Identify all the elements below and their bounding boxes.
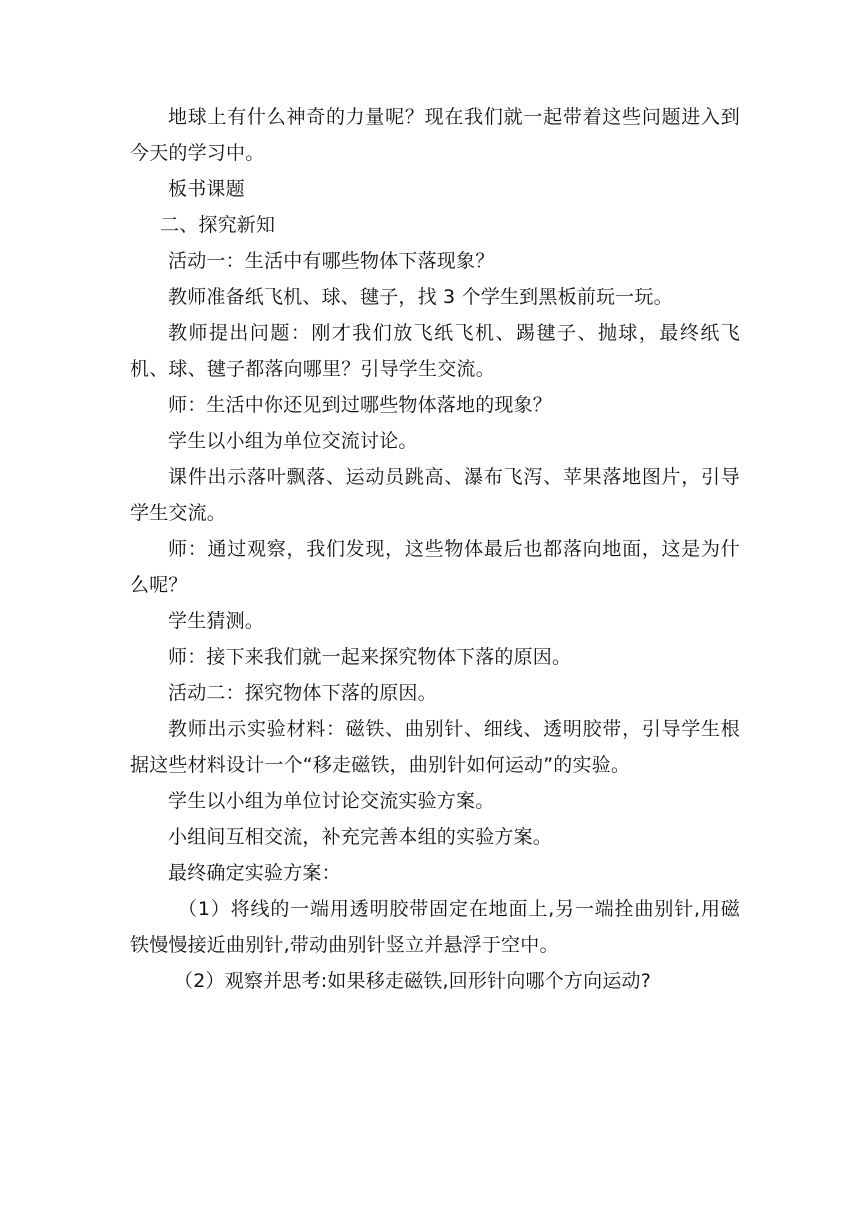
- paragraph-explore-reason: 师：接下来我们就一起来探究物体下落的原因。: [168, 646, 572, 668]
- section-heading-explore: 二、探究新知: [160, 214, 276, 236]
- experiment-step-1: （1）将线的一端用透明胶带固定在地面上,另一端拴曲别针,用磁铁慢慢接近曲别针,带动曲别针竖立并悬浮于空中。: [130, 898, 740, 956]
- activity-two-title: 活动二：探究物体下落的原因。: [168, 682, 437, 704]
- paragraph-experiment-materials: 教师出示实验材料：磁铁、曲别针、细线、透明胶带，引导学生根据这些材料设计一个“移走磁铁，曲别针如何运动”的实验。: [130, 718, 740, 776]
- paragraph-exchange-plans: 小组间互相交流，补充完善本组的实验方案。: [168, 826, 553, 848]
- activity-one-title: 活动一：生活中有哪些物体下落现象？: [168, 250, 495, 272]
- paragraph-students-guess: 学生猜测。: [168, 610, 265, 632]
- paragraph-final-plan: 最终确定实验方案：: [168, 862, 341, 884]
- paragraph-intro-question: 地球上有什么神奇的力量呢？现在我们就一起带着这些问题进入到今天的学习中。: [130, 106, 740, 164]
- paragraph-observation: 师：通过观察，我们发现，这些物体最后也都落向地面，这是为什么呢？: [130, 538, 740, 596]
- document-body: [130, 99, 740, 999]
- paragraph-teacher-prepares: 教师准备纸飞机、球、毽子，找 3 个学生到黑板前玩一玩。: [168, 286, 673, 308]
- paragraph-teacher-question: 师：生活中你还见到过哪些物体落地的现象？: [168, 394, 553, 416]
- paragraph-courseware-images: 课件出示落叶飘落、运动员跳高、瀑布飞泻、苹果落地图片，引导学生交流。: [130, 466, 740, 524]
- paragraph-group-discussion: 学生以小组为单位交流讨论。: [168, 430, 418, 452]
- paragraph-board-title: 板书课题: [168, 178, 245, 200]
- paragraph-teacher-asks: 教师提出问题：刚才我们放飞纸飞机、踢毽子、抛球，最终纸飞机、球、毽子都落向哪里？引导学生交流。: [130, 322, 740, 380]
- experiment-step-2: （2）观察并思考:如果移走磁铁,回形针向哪个方向运动?: [174, 970, 652, 992]
- paragraph-group-plan: 学生以小组为单位讨论交流实验方案。: [168, 790, 495, 812]
